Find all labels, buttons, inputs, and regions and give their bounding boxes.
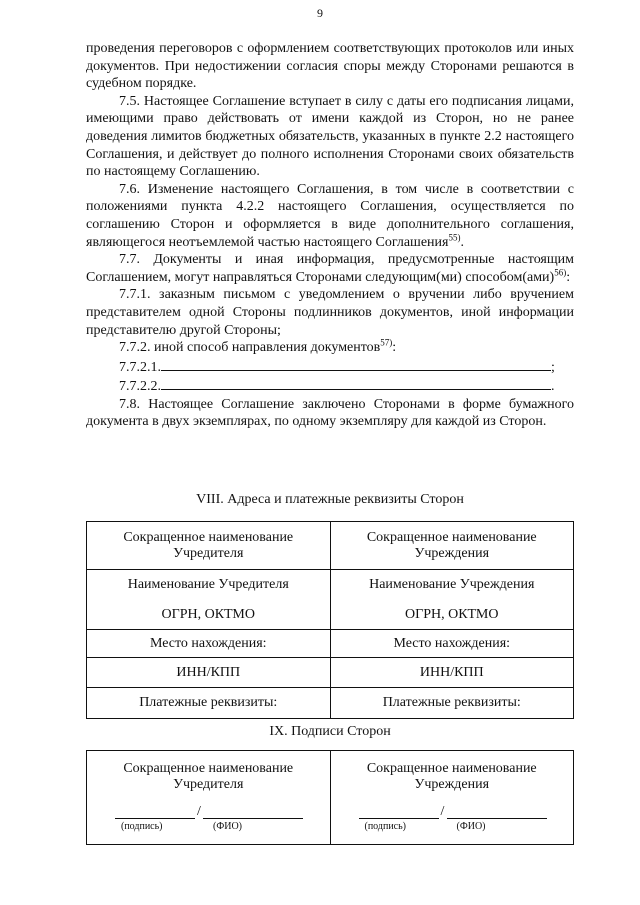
paragraph-7-6-end: . bbox=[460, 234, 464, 250]
institution-inn-cell: ИНН/КПП bbox=[330, 658, 574, 688]
signature-separator: / bbox=[197, 804, 201, 819]
paragraph-7-7-2-1-end: ; bbox=[551, 359, 555, 375]
institution-short-name-cell: Сокращенное наименование Учреждения bbox=[330, 522, 574, 570]
footnote-ref-55: 55) bbox=[448, 231, 461, 242]
institution-signature-line bbox=[331, 801, 574, 819]
signature-caption: (подпись) bbox=[364, 821, 407, 832]
institution-signature-header: Сокращенное наименование Учреждения bbox=[366, 761, 537, 792]
signature-separator: / bbox=[440, 804, 445, 819]
paragraph-7-7-2-2 bbox=[86, 376, 574, 396]
founder-inn-cell: ИНН/КПП bbox=[87, 658, 331, 688]
institution-location-cell: Место нахождения: bbox=[330, 630, 574, 658]
document-body bbox=[86, 40, 574, 431]
founder-name-cell bbox=[87, 570, 331, 630]
founder-location-cell: Место нахождения: bbox=[87, 630, 331, 658]
paragraph-7-7-text: 7.7. Документы и иная информация, предусмотренные настоящим Соглашением, могут направляться Сторонами следующим(ми) способом(ами) bbox=[86, 252, 574, 285]
paragraph-7-7-2-1 bbox=[86, 357, 574, 377]
institution-payment-cell: Платежные реквизиты: bbox=[330, 688, 574, 719]
paragraph-7-7-end: : bbox=[566, 269, 571, 285]
signature-line bbox=[359, 804, 439, 819]
signature-line bbox=[115, 804, 195, 819]
paragraph-7-7-2-1-label: 7.7.2.1. bbox=[119, 359, 161, 375]
founder-payment-cell: Платежные реквизиты: bbox=[87, 688, 331, 719]
paragraph-7-7-2-2-label: 7.7.2.2. bbox=[119, 379, 161, 395]
founder-full-name: Наименование Учредителя bbox=[127, 576, 289, 592]
section-9-title: IX. Подписи Сторон bbox=[269, 724, 391, 739]
institution-name-cell bbox=[330, 570, 574, 630]
founder-signature-cell bbox=[87, 751, 331, 845]
founder-ogrn: ОГРН, ОКТМО bbox=[161, 606, 255, 622]
paragraph-continuation: проведения переговоров с оформлением соответствующих протоколов или иных документов. При недостижении согласия споры между Сторонами решаются в судебном порядке. bbox=[86, 41, 574, 92]
name-line bbox=[203, 804, 303, 819]
requisites-table bbox=[86, 521, 574, 719]
founder-signature-line bbox=[87, 801, 330, 819]
paragraph-7-7-2 bbox=[86, 339, 574, 357]
name-caption: (ФИО) bbox=[213, 821, 243, 832]
paragraph-7-7-1: 7.7.1. заказным письмом с уведомлением о вручении либо вручением представителем одной Стороны подлинников документов, иной информации представителю другой Стороны; bbox=[86, 287, 574, 338]
paragraph-7-7-2-end: : bbox=[392, 340, 397, 356]
founder-signature-captions bbox=[87, 821, 330, 832]
footnote-ref-56: 56) bbox=[554, 267, 567, 278]
institution-ogrn: ОГРН, ОКТМО bbox=[405, 606, 499, 622]
founder-short-name-cell: Сокращенное наименование Учредителя bbox=[87, 522, 331, 570]
signature-caption: (подпись) bbox=[121, 821, 163, 832]
blank-line bbox=[161, 376, 551, 390]
institution-signature-cell bbox=[330, 751, 574, 845]
footnote-ref-57: 57) bbox=[380, 337, 393, 348]
name-line bbox=[447, 804, 547, 819]
paragraph-7-6 bbox=[86, 181, 574, 251]
paragraph-7-6-text: 7.6. Изменение настоящего Соглашения, в том числе в соответствии с положениями пункта 4.2.2 настоящего Соглашения, осуществляется по соглашению Сторон и оформляется в виде дополнительного соглашения, являющегося неотъемлемой частью настоящего Соглашения bbox=[86, 181, 574, 250]
institution-signature-captions bbox=[331, 821, 574, 832]
paragraph-7-5: 7.5. Настоящее Соглашение вступает в силу с даты его подписания лицами, имеющими право действовать от имени каждой из Сторон, но не ранее доведения лимитов бюджетных обязательств, указанных в пункте 2.2 настоящего Соглашения, и действует до полного исполнения Сторонами своих обязательств по настоящему Соглашению. bbox=[86, 93, 574, 180]
blank-line bbox=[161, 357, 551, 371]
founder-signature-header: Сокращенное наименование Учредителя bbox=[123, 761, 294, 792]
paragraph-7-7 bbox=[86, 251, 574, 286]
paragraph-7-7-2-text: 7.7.2. иной способ направления документов bbox=[119, 340, 381, 356]
institution-full-name: Наименование Учреждения bbox=[369, 576, 535, 592]
paragraph-7-8: 7.8. Настоящее Соглашение заключено Сторонами в форме бумажного документа в двух экземплярах, по одному экземпляру для каждой из Сторон. bbox=[86, 396, 574, 430]
page-number: 9 bbox=[317, 6, 323, 20]
name-caption: (ФИО) bbox=[456, 821, 486, 832]
signatures-table bbox=[86, 750, 574, 845]
section-8-title: VIII. Адреса и платежные реквизиты Сторон bbox=[196, 492, 464, 507]
paragraph-7-7-2-2-end: . bbox=[551, 379, 555, 395]
